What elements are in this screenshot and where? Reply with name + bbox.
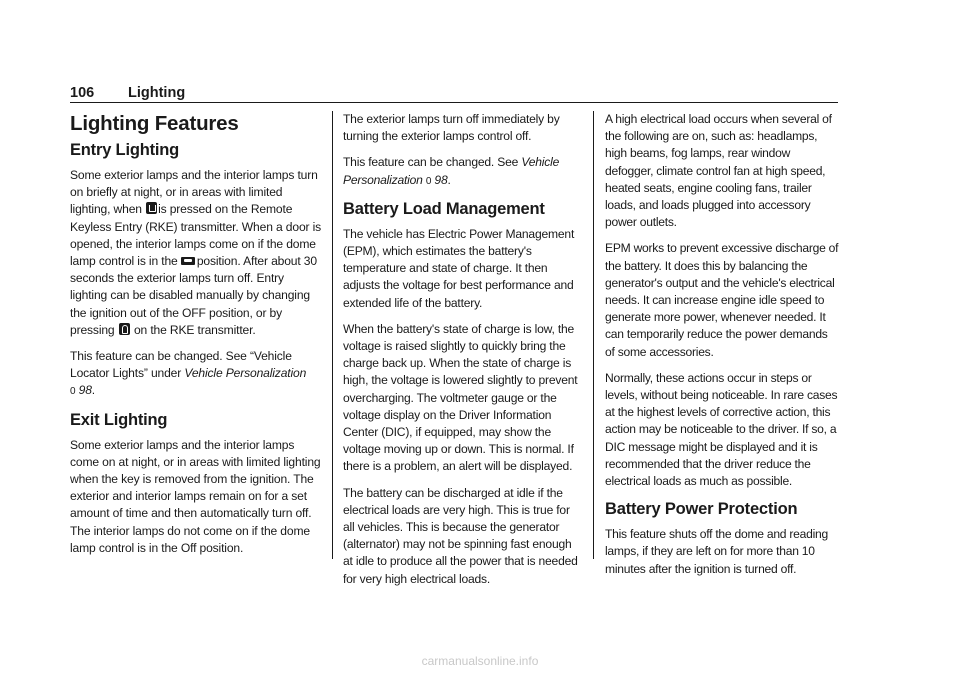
corrective-action-paragraph: Normally, these actions occur in steps or levels, without being noticeable. In rare cases at the highest levels of corrective action, this action may be noticeable to the driver. If so, a DIC message might be displayed and it is recommended that the driver reduce the electrical loads as much as possible. (605, 370, 838, 489)
battery-power-heading: Battery Power Protection (605, 500, 798, 519)
text-run: This feature can be changed. See (343, 155, 519, 170)
column-3 (605, 111, 839, 587)
section-title: Lighting (128, 85, 186, 101)
high-load-paragraph: A high electrical load occurs when several of the following are on, such as: headlamps, high beams, fog lamps, rear window defogger, climate control fan at high speed, heated seats, engine cooling fans, trailer loads, and loads plugged into accessory power outlets. (605, 112, 832, 230)
epm-paragraph: EPM works to prevent excessive discharge of the battery. It does this by balancing the generator's output and the vehicle's electrical needs. It can increase engine idle speed to generate more power, whenever needed. It can temporarily reduce the power demands of some accessories. (605, 241, 839, 359)
entry-lighting-see-also (70, 348, 322, 401)
entry-lighting-heading: Entry Lighting (70, 141, 180, 159)
exit-lighting-see-also (343, 154, 581, 189)
column-divider (332, 111, 333, 559)
page-ref-arrow-icon: 0 (425, 175, 432, 187)
text-run: on the RKE transmitter. (133, 322, 256, 337)
battery-power-paragraph: This feature shuts off the dome and reading lamps, if they are left on for more than 10 minutes after the ignition is turned off. (605, 527, 828, 576)
column-2 (343, 111, 581, 597)
vehicle-personalization-link[interactable]: Vehicle Personalization (184, 366, 307, 381)
page-reference[interactable]: 98 (78, 383, 92, 398)
battery-load-paragraph-3: The battery can be discharged at idle if the electrical loads are very high. This is true for all vehicles. This is because the generator (alternator) may not be spinning fast enough at idle to produce all the power that is needed for very high electrical loads. (343, 485, 578, 586)
column-divider (593, 111, 594, 559)
page-reference[interactable]: 98 (434, 172, 448, 187)
text-run: position. After about 30 seconds the exterior lamps turn off. Entry lighting can be disabled manually by changing the ignition out of the OFF position, or by pressing (70, 254, 317, 337)
column-1 (70, 111, 322, 566)
page-title: Lighting Features (70, 112, 239, 135)
text-run: This feature can be changed. See “Vehicle Locator Lights” under (70, 349, 292, 381)
watermark: carmanualsonline.info (421, 654, 539, 668)
entry-lighting-paragraph (70, 167, 322, 339)
text-run: Some exterior lamps and the interior lamps turn on briefly at night, or in areas with limited lighting, when (70, 168, 318, 217)
text-run: is pressed on the Remote Keyless Entry (RKE) transmitter. When a door is opened, the interior lamps come on if the dome lamp control is in the (70, 202, 322, 269)
page-ref-arrow-icon: 0 (70, 386, 76, 398)
text-run: . (447, 172, 451, 187)
exit-lighting-heading: Exit Lighting (70, 410, 168, 429)
page-number: 106 (70, 85, 95, 101)
page-header (70, 84, 838, 103)
battery-load-paragraph-2: When the battery's state of charge is low, the voltage is raised slightly to quickly bring the charge back up. When the state of charge is high, the voltage is lowered slightly to prevent overcharging. The voltmeter gauge or the voltage display on the Driver Information Center (DIC), if equipped, may show the voltage moving up or down. This is normal. If there is a problem, an alert will be displayed. (343, 321, 578, 474)
battery-load-paragraph-1: The vehicle has Electric Power Management (EPM), which estimates the battery's temperature and state of charge. It then adjusts the voltage for best performance and extended life of the battery. (343, 226, 575, 310)
exit-lighting-paragraph: Some exterior lamps and the interior lamps come on at night, or in areas with limited lighting when the key is removed from the ignition. The exterior and interior lamps remain on for a set amount of time and then automatically turn off. The interior lamps do not come on if the dome lamp control is in the Off position. (70, 437, 321, 555)
remote-lock-icon (119, 323, 130, 335)
battery-load-heading: Battery Load Management (343, 199, 545, 218)
vehicle-personalization-link[interactable]: Vehicle Personalization (343, 155, 560, 187)
dome-lamp-door-icon (181, 257, 195, 265)
remote-unlock-icon (146, 202, 157, 214)
text-run: . (91, 383, 96, 398)
exit-lamps-paragraph: The exterior lamps turn off immediately by turning the exterior lamps control off. (343, 112, 560, 144)
